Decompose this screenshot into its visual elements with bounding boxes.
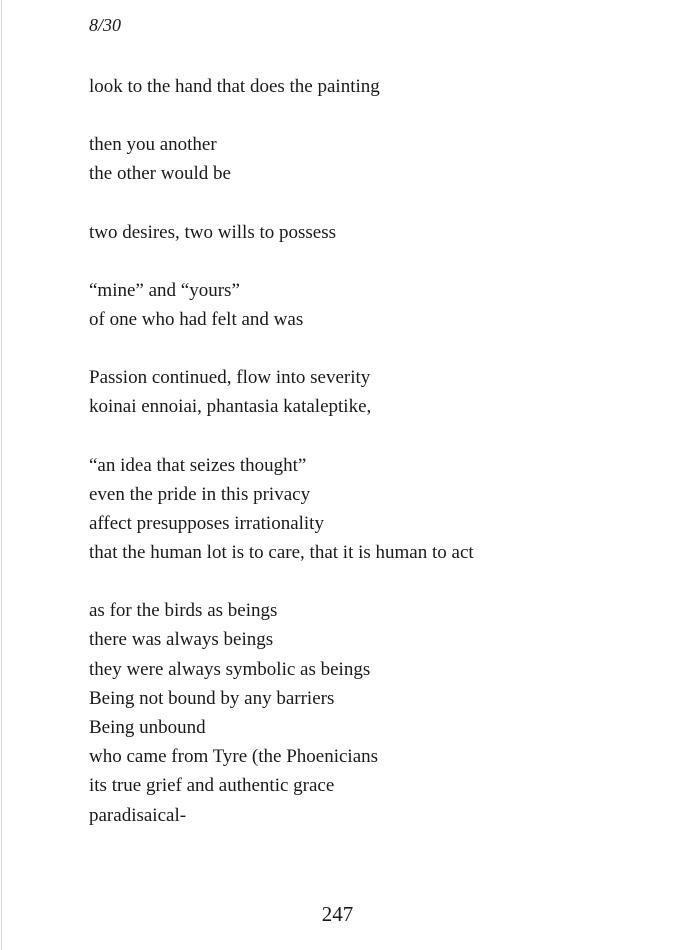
poem-line: as for the birds as beings bbox=[89, 600, 278, 622]
poem-line: paradisaical- bbox=[89, 804, 187, 826]
poem-line: koinai ennoiai, phantasia kataleptike, bbox=[89, 396, 372, 418]
poem-line: Being unbound bbox=[89, 717, 206, 738]
poem-line: two desires, two wills to possess bbox=[89, 221, 336, 243]
poem-line: then you another bbox=[89, 134, 217, 156]
poem-line: “an idea that seizes thought” bbox=[89, 454, 307, 476]
poem-line: affect presupposes irrationality bbox=[89, 512, 324, 534]
poem-line: they were always symbolic as beings bbox=[89, 658, 371, 680]
poem-line: “mine” and “yours” bbox=[89, 279, 240, 301]
page-number: 247 bbox=[321, 902, 354, 926]
stanza bbox=[89, 72, 649, 101]
poem-line: its true grief and authentic grace bbox=[89, 775, 335, 797]
poem-line: there was always beings bbox=[89, 629, 274, 651]
poem-line: who came from Tyre (the Phoenicians bbox=[89, 746, 379, 768]
page-edge-divider bbox=[1, 0, 2, 950]
stanza bbox=[89, 218, 649, 247]
stanza bbox=[89, 451, 649, 568]
stanza bbox=[89, 596, 649, 830]
poem-line: of one who had felt and was bbox=[89, 308, 304, 330]
poem-line: that the human lot is to care, that it is human to act bbox=[89, 542, 474, 564]
stanza bbox=[89, 276, 649, 334]
poem-line: the other would be bbox=[89, 163, 231, 185]
poem-line: look to the hand that does the painting bbox=[89, 76, 380, 97]
poem-line: even the pride in this privacy bbox=[89, 483, 311, 505]
stanza bbox=[89, 130, 649, 188]
poem-line: Passion continued, flow into severity bbox=[89, 367, 371, 389]
stanza bbox=[89, 363, 649, 421]
poem-body bbox=[89, 72, 649, 859]
poem-line: Being not bound by any barriers bbox=[89, 687, 335, 709]
entry-date: 8/30 bbox=[89, 15, 122, 35]
